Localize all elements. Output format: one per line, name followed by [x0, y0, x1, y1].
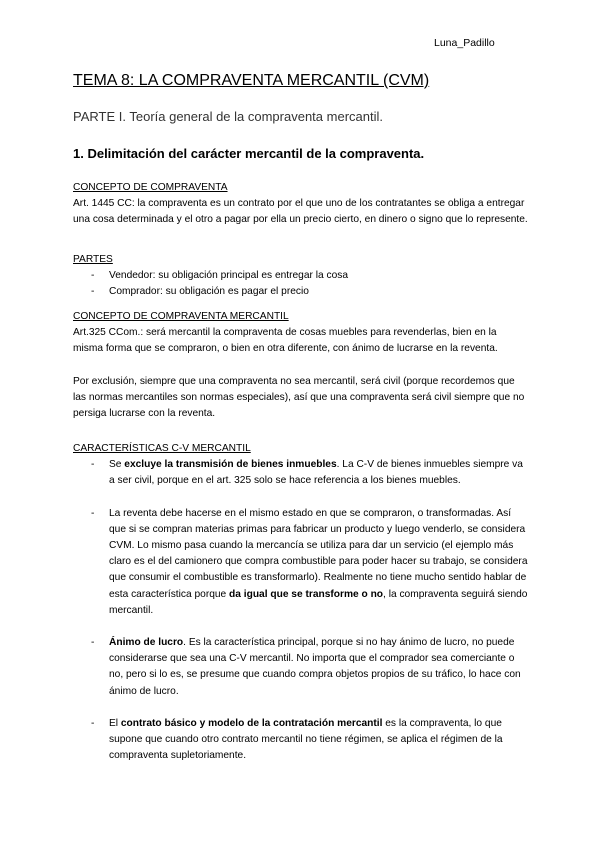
list-item: - Ánimo de lucro. Es la característica principal, porque si no hay ánimo de lucro, no puede considerarse que sea una C-V mercantil. No importa que el comprador sea comerciante o no, pero si lo es, se presume que cuando compra objetos propios de su tráfico, lo hace con ánimo de lucro.: [73, 635, 528, 700]
document-title: TEMA 8: LA COMPRAVENTA MERCANTIL (CVM): [73, 72, 430, 89]
partes-list: [73, 268, 528, 300]
concepto-heading: CONCEPTO DE COMPRAVENTA: [73, 182, 228, 193]
partes-block: [73, 252, 528, 301]
caracteristicas-block: [73, 441, 528, 764]
list-item: - Se excluye la transmisión de bienes inmuebles. La C-V de bienes inmuebles siempre va a ser civil, porque en el art. 325 solo se hace referencia a los bienes muebles.: [73, 457, 528, 489]
partes-heading: PARTES: [73, 254, 113, 265]
part-heading: PARTE I. Teoría general de la compraventa mercantil.: [73, 109, 383, 124]
section-heading: 1. Delimitación del carácter mercantil de la compraventa.: [73, 146, 425, 161]
author-name: Luna_Padillo: [434, 37, 495, 49]
list-item: - La reventa debe hacerse en el mismo estado en que se compraron, o transformadas. Así que si se compran materias primas para fabricar un producto y luego venderlo, se considera CVM. Lo mismo pasa cuando la mercancía se utiliza para dar un servicio (el ejemplo más claro es el del camionero que compra combustible para poder hacer su trabajo, se considera que consumir el combustible es transformarlo). Realmente no tiene mucho sentido hablar de esta característica porque da igual que se transforme o no, la compraventa seguirá siendo mercantil.: [73, 506, 528, 619]
list-item: - Comprador: su obligación es pagar el precio: [73, 284, 528, 300]
concepto-mercantil-block: [73, 309, 528, 422]
concepto-block: [73, 180, 528, 229]
concepto-mercantil-heading: CONCEPTO DE COMPRAVENTA MERCANTIL: [73, 311, 289, 322]
caracteristicas-heading: CARACTERÍSTICAS C-V MERCANTIL: [73, 443, 251, 454]
list-item: - El contrato básico y modelo de la contratación mercantil es la compraventa, lo que supone que cuando otro contrato mercantil no tiene régimen, se aplica el régimen de la compraventa supletoriamente.: [73, 716, 528, 765]
caracteristicas-list: [73, 457, 528, 764]
concepto-text: Art. 1445 CC: la compraventa es un contrato por el que uno de los contratantes se obliga a entregar una cosa determinada y el otro a pagar por ella un precio cierto, en dinero o signo que lo represente.: [73, 198, 528, 226]
exclusion-text: Por exclusión, siempre que una compraventa no sea mercantil, será civil (porque recordemos que las normas mercantiles son normas especiales), así que una compraventa será civil siempre que no persiga lucrarse con la reventa.: [73, 375, 525, 420]
list-item: - Vendedor: su obligación principal es entregar la cosa: [73, 268, 528, 284]
concepto-mercantil-text: Art.325 CCom.: será mercantil la compraventa de cosas muebles para revenderlas, bien en la misma forma que se compraron, o bien en otra diferente, con ánimo de lucrarse en la reventa.: [73, 327, 498, 355]
